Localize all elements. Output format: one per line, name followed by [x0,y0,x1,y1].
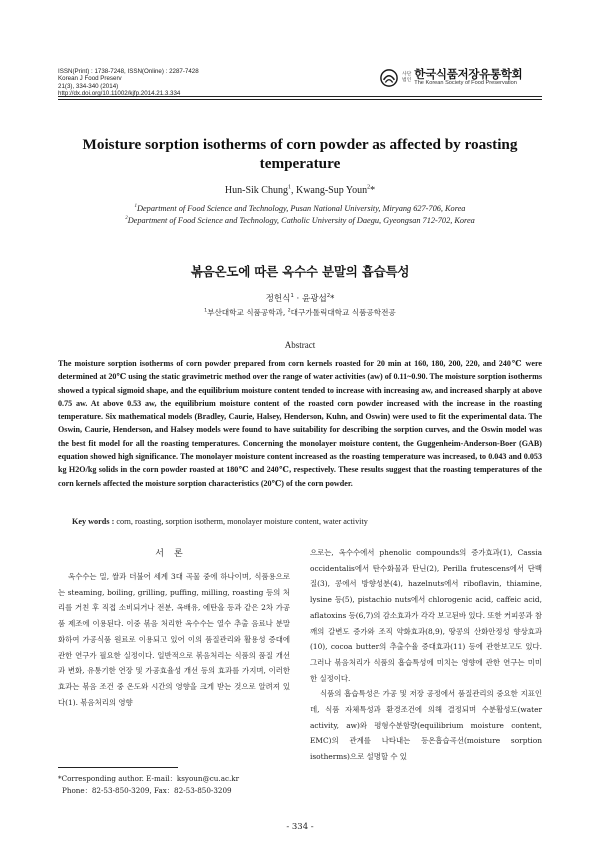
volume-line: 21(3), 334-340 (2014) [58,82,119,90]
body-column-left [58,545,290,710]
logo-corp-label: 사단 법인 [402,72,412,83]
paper-title-ko: 볶음온도에 따른 옥수수 분말의 흡습특성 [190,264,410,279]
author-name: Kwang-Sup Youn [295,185,368,196]
society-logo [380,68,522,87]
page-number: - 334 - [286,822,314,832]
body-column-right [310,545,542,765]
society-name-en: The Korean Society of Food Preservation [414,80,517,86]
keywords-text: corn, roasting, sorption isotherm, monolayer moisture content, water activity [114,517,368,526]
body-paragraph: 옥수수는 밀, 쌀과 더불어 세계 3대 곡물 중에 하나이며, 식품용으로는 steaming, boiling, grilling, puffing, milling, roasting 등의 처리를 거친 후 직접 소비되거나 전분, 옥배유, 에탄올 등과 같은 2차 가공품 제조에 이용된다. 이중 볶음 처리한 옥수수는 열수 추출 음료나 분말화하여 가공식품 원료로 이용되고 있어 이의 품질관리와 활용성 증대에 관한 연구가 필요한 실정이다. 일반적으로 볶음처리는 식품의 품질 개선과 변화, 유통기한 연장 및 가공효율성 개선 등의 효과를 가지며, 이러한 효과는 볶음 조건 중 온도와 시간의 영향을 크게 받는 것으로 알려져 있다(1). 볶음처리의 영향 [58,572,290,707]
keywords [72,517,542,526]
corresponding-phone: Phone：82-53-850-3209, Fax：82-53-850-3209 [62,785,232,795]
paper-title-en: Moisture sorption isotherms of corn powder as affected by roasting temperature [82,136,518,172]
society-name-ko: 한국식품저장유통학회 [414,67,523,81]
issn-line: ISSN(Print) : 1738-7248, ISSN(Online) : 2287-7428 [58,68,199,75]
body-paragraph: 으로는, 옥수수에서 phenolic compounds의 증가효과(1), Cassia occidentalis에서 탄수화물과 탄닌(2), Perilla frutescens에서 단백질(3), 콩에서 방향성분(4), hazelnuts에서 riboflavin, thiamine, lysine 등(5), pistachio nuts에서 chlorogenic acid, caffeic acid, aflatoxins 등(6,7)의 감소효과가 각각 보고된바 있다. 또한 커피콩과 참깨의 갈변도 증가와 조직 약화효과(8,9), 땅콩의 산화안정성 향상효과(10), cocoa butter의 추출수율 증대효과(11) 등에 관한보고도 있다. 그러나 볶음처리가 식품의 흡습특성에 미치는 영향에 관한 연구는 미미한 실정이다. [310,548,542,683]
section-heading-intro: 서론 [155,549,193,559]
affiliation-ko: $^1$부산대학교 식품공학과, $^2$대구가톨릭대학교 식품공학전공 [204,308,396,317]
doi-link[interactable]: http://dx.doi.org/10.11002/kjfp.2014.21.3.334 [58,90,181,98]
corresponding-author-footnote [58,773,239,796]
author-list-ko: 정헌식$^1$ · 윤광섭$^2$* [265,293,335,304]
header-rule-top [58,96,542,97]
keywords-label: Key words : [72,517,115,526]
abstract-heading: Abstract [284,340,316,350]
affiliation-2: $^2$Department of Food Science and Technology, Catholic University of Daegu, Gyeongsan 712-702, Korea [125,216,475,225]
corresponding-email: *Corresponding author. E-mail：ksyoun@cu.ac.kr [58,774,240,783]
author-list: Hun-Sik Chung$^1$, Kwang-Sup Youn$^2$* [224,184,376,196]
footnote-rule [58,767,178,768]
affiliation-1: $^1$Department of Food Science and Technology, Pusan National University, Miryang 627-706, Korea [134,204,466,213]
body-paragraph: 식품의 흡습특성은 가공 및 저장 공정에서 품질관리의 중요한 지표인데, 식품 자체특성과 환경조건에 의해 결정되며 수분활성도(water activity, aw)와 평형수분함량(equilibrium moisture content, EMC)의 관계를 나타내는 등온흡습곡선(moisture sorption isotherms)으로 설명할 수 있 [310,689,542,762]
society-emblem-icon [380,69,398,87]
journal-name: Korean J Food Preserv [58,75,122,83]
author-name: Hun-Sik Chung [224,185,288,196]
header-rule-bottom [58,99,542,100]
journal-header [58,68,199,98]
abstract-body: The moisture sorption isotherms of corn powder prepared from corn kernels roasted for 20 min at 160, 180, 200, 220, and 240℃ were determined at 20℃ using the static gravimetric method over the range of water activities (aw) of 0.11~0.90. The moisture sorption isotherms showed a typical sigmoid shape, and the equilibrium moisture content tended to increase with increasing aw, and increased sharply at above 0.75 aw. At above 0.53 aw, the equilibrium moisture content of the roasted corn powder increased with the increase in the roasting temperature. Six mathematical models (Bradley, Caurie, Halsey, Henderson, Kuhn, and Oswin) were used to fit the experimental data. The Oswin, Caurie, Henderson, and Halsey models were found to have suitability for describing the sorption curves, and the Oswin model was the best fit model for all the roasting temperatures. Concerning the monolayer moisture content, the Guggenheim-Anderson-Boer (GAB) equation showed high significance. The monolayer moisture content increased as the roasting temperature was increased, to 0.043 and 0.053 kg H2O/kg solids in the corn powder roasted at 180℃ and 240℃, respectively. These results suggest that the roasting temperatures of the corn kernels affected the moisture sorption characteristics (20℃) of the corn powder. [58,359,542,488]
